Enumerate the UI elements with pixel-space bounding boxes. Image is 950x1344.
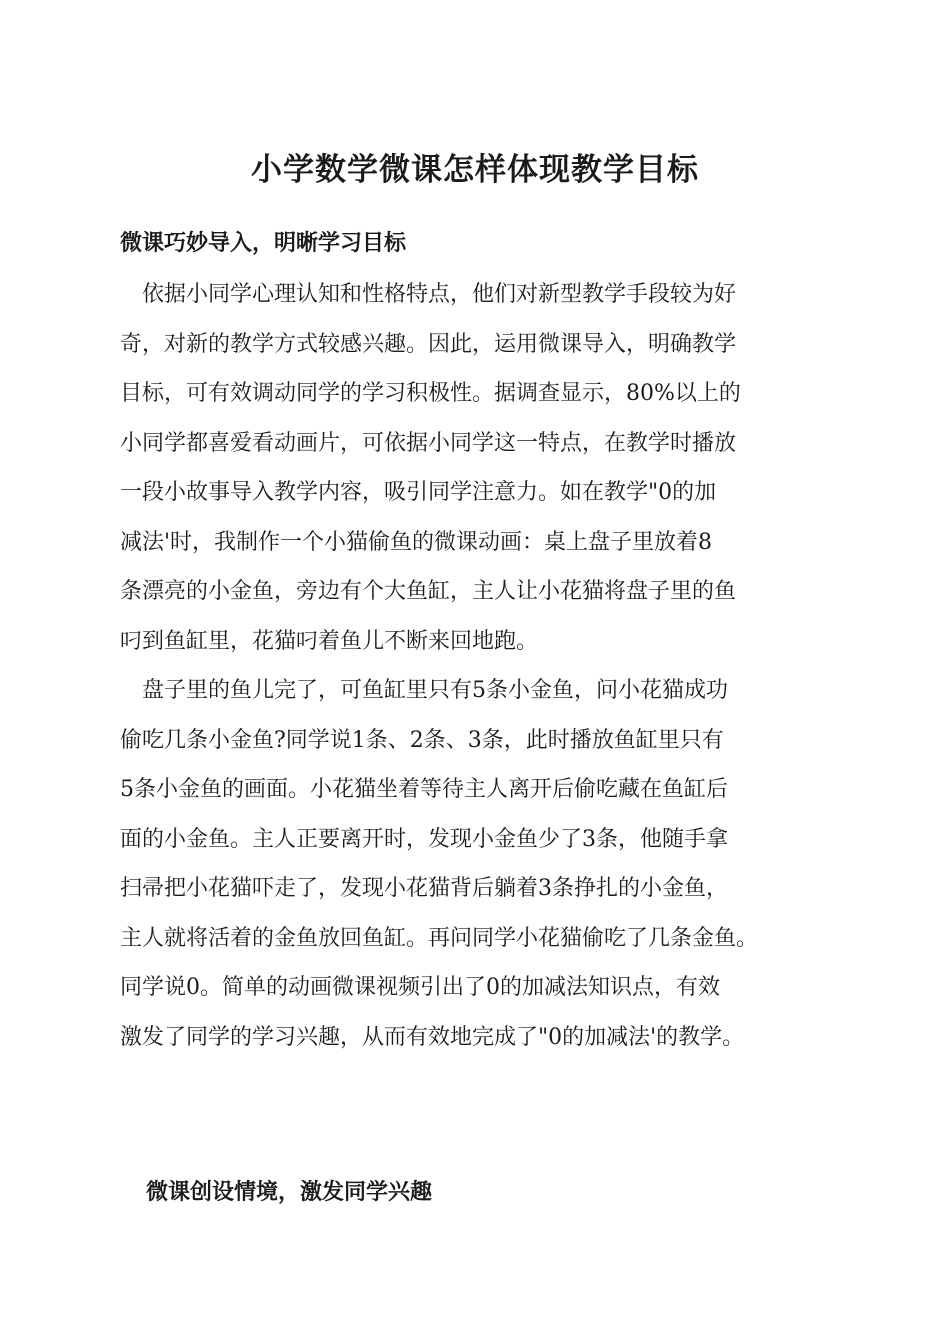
paragraph-line: 一段小故事导入教学内容，吸引同学注意力。如在教学"0的加: [120, 480, 717, 505]
paragraph-line: 扫帚把小花猫吓走了，发现小花猫背后躺着3条挣扎的小金鱼，: [120, 876, 728, 901]
paragraph-line: 激发了同学的学习兴趣，从而有效地完成了"0的加减法'的教学。: [120, 1024, 745, 1050]
paragraph-line: 减法'时，我制作一个小猫偷鱼的微课动画：桌上盘子里放着8: [120, 529, 713, 555]
paragraph-line: 盘子里的鱼儿完了，可鱼缸里只有5条小金鱼，问小花猫成功: [120, 678, 728, 703]
paragraph-line: 依据小同学心理认知和性格特点，他们对新型教学手段较为好: [120, 282, 737, 307]
section-heading-2: 微课创设情境，激发同学兴趣: [146, 1179, 433, 1205]
paragraph-1: [120, 280, 860, 676]
paragraph-line: 目标，可有效调动同学的学习积极性。据调查显示，80%以上的: [120, 381, 741, 406]
paragraph-line: 5条小金鱼的画面。小花猫坐着等待主人离开后偷吃藏在鱼缸后: [120, 777, 728, 802]
paragraph-line: 叼到鱼缸里，花猫叼着鱼儿不断来回地跑。: [120, 628, 539, 654]
paragraph-line: 条漂亮的小金鱼，旁边有个大鱼缸，主人让小花猫将盘子里的鱼: [120, 579, 737, 604]
paragraph-line: 偷吃几条小金鱼?同学说1条、2条、3条，此时播放鱼缸里只有: [120, 727, 724, 753]
paragraph-2: [120, 676, 860, 1072]
document-title: 小学数学微课怎样体现教学目标: [251, 152, 699, 188]
paragraph-line: 奇，对新的教学方式较感兴趣。因此，运用微课导入，明确教学: [120, 331, 737, 357]
paragraph-line: 同学说0。简单的动画微课视频引出了0的加减法知识点，有效: [120, 975, 720, 1000]
paragraph-line: 小同学都喜爱看动画片，可依据小同学这一特点，在教学时播放: [120, 430, 737, 456]
paragraph-line: 面的小金鱼。主人正要离开时，发现小金鱼少了3条，他随手拿: [120, 826, 728, 852]
paragraph-line: 主人就将活着的金鱼放回鱼缸。再问同学小花猫偷吃了几条金鱼。: [120, 925, 759, 951]
section-heading-1: 微课巧妙导入，明晰学习目标: [120, 230, 407, 256]
